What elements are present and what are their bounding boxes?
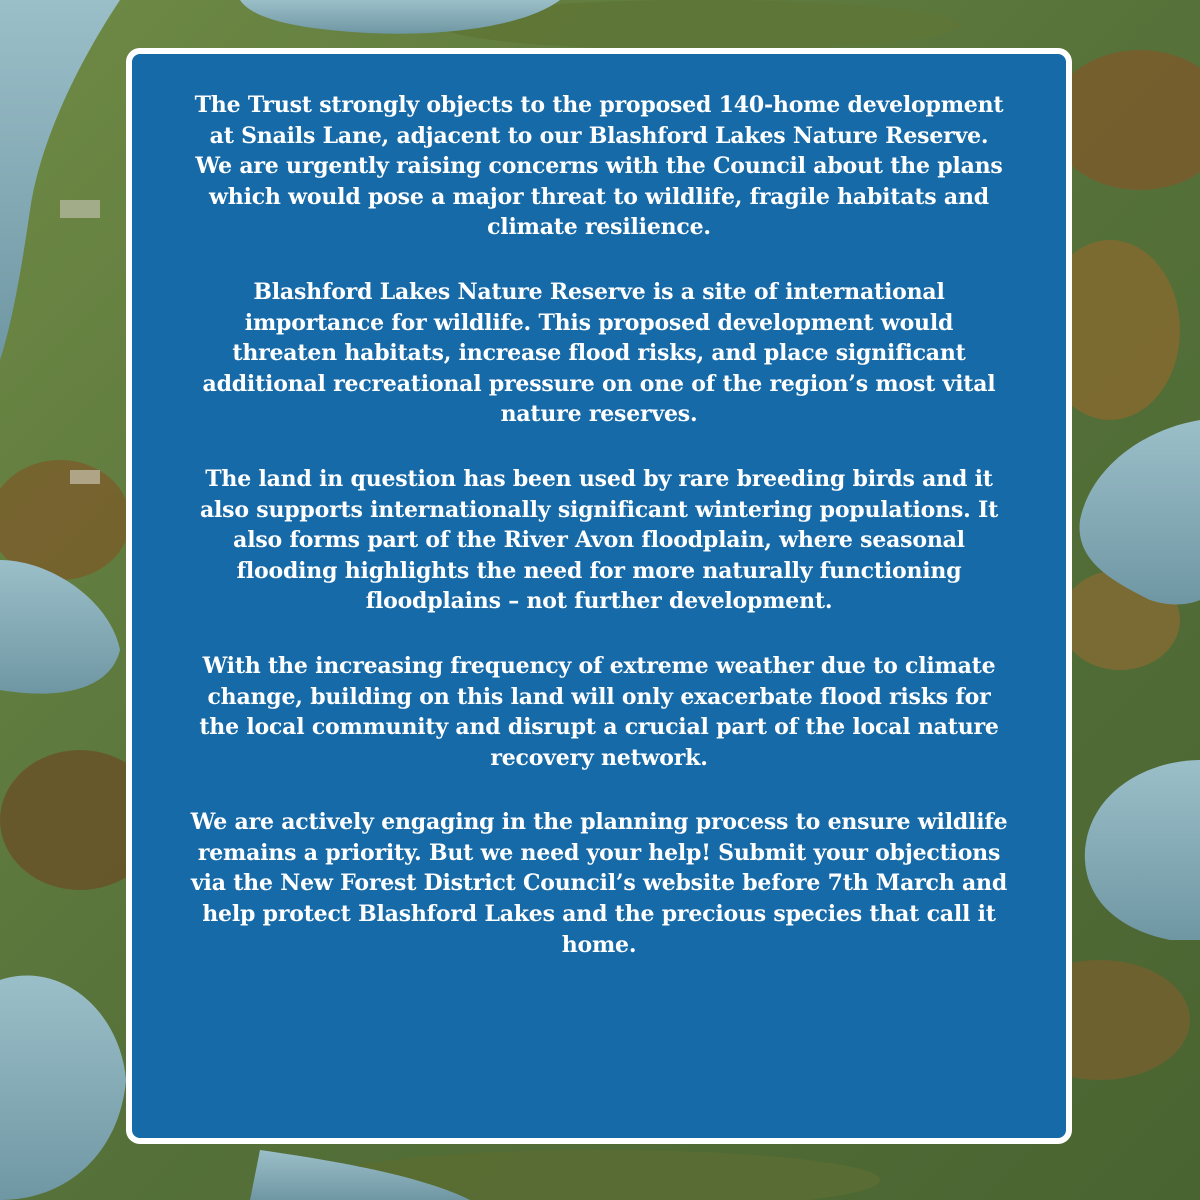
- paragraph-land-floodplain: The land in question has been used by rare breeding birds and it also supports internationally significant wintering populations. It also forms part of the River Avon floodplain, where seasonal flooding highlights the need for more naturally functioning floodplains – not further development.: [199, 465, 999, 615]
- paragraph-objection: The Trust strongly objects to the proposed 140-home development at Snails Lane, adjacent to our Blashford Lakes Nature Reserve. We are urgently raising concerns with the Council about the plans which would pose a major threat to wildlife, fragile habitats and climate resilience.: [194, 92, 1004, 241]
- paragraph-climate-change: With the increasing frequency of extreme weather due to climate change, building on this land will only exacerbate flood risks for the local community and disrupt a crucial part of the local nature recovery network.: [199, 652, 999, 771]
- paragraph-call-to-action: We are actively engaging in the planning process to ensure wildlife remains a priority. But we need your help! Submit your objections via the New Forest District Council’s website before 7th March and help protect Blashford Lakes and the precious species that call it home.: [190, 809, 1008, 958]
- text-panel: [126, 48, 1072, 1144]
- paragraph-reserve-importance: Blashford Lakes Nature Reserve is a site of international importance for wildlife. This proposed development would threaten habitats, increase flood risks, and place significant additional recreational pressure on one of the region’s most vital nature reserves.: [202, 278, 996, 428]
